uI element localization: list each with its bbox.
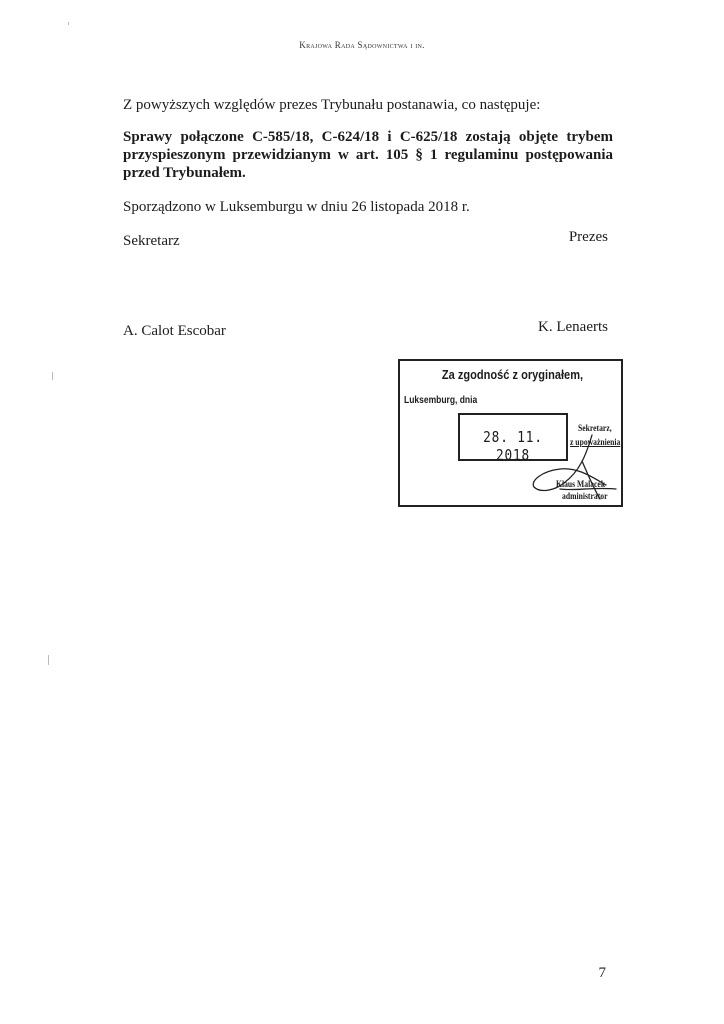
signature-role-right: Prezes bbox=[568, 229, 608, 245]
place-date: Sporządzono w Luksemburgu w dniu 26 listopada 2018 r. bbox=[123, 199, 470, 215]
scan-speck bbox=[52, 372, 53, 380]
decision-paragraph bbox=[123, 128, 613, 182]
signature-name-right: K. Lenaerts bbox=[538, 319, 608, 335]
page-number: 7 bbox=[598, 965, 606, 981]
stamp-date: 28. 11. 2018 bbox=[483, 428, 543, 464]
stamp-city: Luksemburg, dnia bbox=[404, 395, 478, 406]
stamp-role: Sekretarz, bbox=[578, 423, 612, 433]
stamp-authority: z upoważnienia bbox=[570, 437, 621, 447]
intro-paragraph: Z powyższych względów prezes Trybunału postanawia, co następuje: bbox=[123, 97, 541, 113]
stamp-name: Klaus Malacek bbox=[556, 479, 606, 489]
scan-speck bbox=[48, 655, 49, 665]
decision-line-2: przyspieszonym przewidzianym w art. 105 § 1 regulaminu postępowania bbox=[123, 147, 613, 163]
certification-stamp bbox=[398, 359, 623, 507]
scan-speck bbox=[68, 22, 69, 25]
handwritten-signature-icon bbox=[520, 431, 620, 501]
stamp-position: administrator bbox=[562, 491, 608, 501]
document-header: Krajowa Rada Sądownictwa i in. bbox=[299, 40, 425, 50]
signature-role-left: Sekretarz bbox=[123, 233, 180, 249]
signature-name-left: A. Calot Escobar bbox=[123, 323, 226, 339]
stamp-title: Za zgodność z oryginałem, bbox=[441, 367, 584, 382]
decision-line-3: przed Trybunałem. bbox=[123, 165, 246, 181]
decision-line-1: Sprawy połączone C-585/18, C-624/18 i C-625/18 zostają objęte trybem bbox=[123, 129, 613, 145]
